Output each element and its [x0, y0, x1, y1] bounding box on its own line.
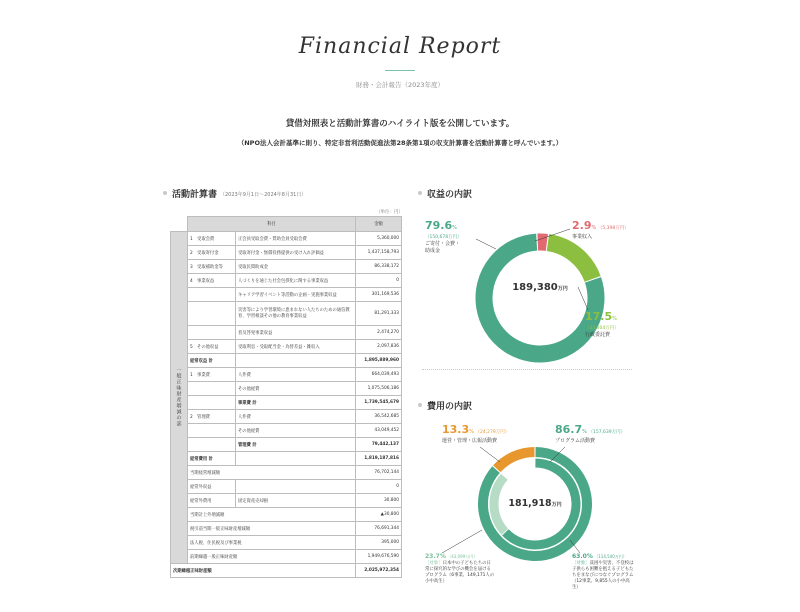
row-category: 経常外収益: [188, 480, 236, 494]
revenue-total-unit: 万円: [557, 286, 568, 292]
expense-sub2-tag: ［対象］: [572, 561, 590, 567]
expense-label-admin: 13.3% （24,279万円） 運営・管理・広報活動費: [442, 423, 510, 444]
row-amount: 664,039,493: [356, 368, 402, 382]
row-amount: 0: [356, 274, 402, 288]
table-row: [171, 232, 402, 246]
revenue-business-pct: 2.9: [572, 219, 592, 232]
expense-sub1-amount: （43,099万円）: [447, 554, 478, 559]
table-row: [171, 246, 402, 260]
revenue-title: 収益の内訳: [427, 190, 473, 200]
statement-period: （2023年9月1日〜2024年8月31日）: [220, 192, 307, 198]
row-amount: 5,360,000: [356, 232, 402, 246]
page-subtitle: 財務・会計報告（2023年度）: [355, 81, 445, 89]
statement-title: 活動計算書: [172, 190, 218, 200]
revenue-total-value: 189,380: [512, 282, 558, 293]
row-amount: 395,000: [356, 536, 402, 550]
row-category: [188, 288, 236, 302]
table-row: [171, 326, 402, 340]
row-amount: 1,949,676,590: [356, 550, 402, 564]
row-category: 前期繰越一般正味財産額: [188, 550, 356, 564]
row-amount: 81,291,333: [356, 302, 402, 326]
table-row: [171, 354, 402, 368]
expense-sub2-amount: （114,540万円）: [594, 554, 627, 559]
row-amount: 76,702,144: [356, 466, 402, 480]
row-amount: 1,819,187,816: [356, 452, 402, 466]
revenue-label-donations: 79.6% （150,678万円） ご寄付・会費・助成金: [425, 219, 462, 254]
row-category: [188, 382, 236, 396]
row-amount: 1,739,545,679: [356, 396, 402, 410]
table-row: [171, 550, 402, 564]
row-item: その他経費: [236, 382, 356, 396]
statement-body: [171, 232, 402, 564]
row-category: [188, 326, 236, 340]
row-item: [236, 480, 356, 494]
table-row: [171, 396, 402, 410]
footer-amount: 2,025,972,354: [356, 564, 402, 578]
expense-admin-label: 運営・管理・広報活動費: [442, 437, 498, 444]
expense-sub1-desc: 日本中の子どもたちの日常に探究的な学びの機会を届けるプログラム（6事業、149,171人の小中高生）: [425, 561, 495, 584]
row-item: 普及啓発事業収益: [236, 326, 356, 340]
table-row: [171, 288, 402, 302]
row-category: 経常外費用: [188, 494, 236, 508]
section-marker-icon: [163, 191, 167, 195]
section-marker-icon: [418, 403, 422, 407]
revenue-donations-label: ご寄付・会費・助成金: [425, 240, 461, 254]
table-row: [171, 260, 402, 274]
expense-total-unit: 万円: [551, 502, 562, 508]
row-category: [188, 424, 236, 438]
revenue-label-business: 2.9% （5,398万円） 事業収入: [572, 219, 629, 240]
page-title: Financial Report: [298, 34, 502, 59]
table-header-row: [171, 217, 402, 232]
table-footer-row: [171, 564, 402, 578]
table-row: [171, 522, 402, 536]
expense-sub2-desc: 貧困や災害、不登校は子供らも困難を抱える子どもたちをまなびにつなぐプログラム（12事業、9,855人の小中高生）: [572, 561, 634, 590]
expense-leader-lines: [420, 420, 640, 570]
expense-sub-support: 63.0% （114,540万円） ［対象］貧困や災害、不登校は子供らも困難を抱える子どもたちをまなびにつなぐプログラム（12事業、9,855人の小中高生）: [572, 553, 634, 590]
statement-unit: （単位：円）: [376, 210, 403, 215]
row-category: 経常費用 計: [188, 452, 236, 466]
table-row: [171, 274, 402, 288]
row-category: 4 事業収益: [188, 274, 236, 288]
row-amount: 79,442,137: [356, 438, 402, 452]
expense-program-label: プログラム活動費: [555, 437, 595, 444]
row-amount: 2,474,270: [356, 326, 402, 340]
activity-statement-table: [170, 216, 402, 578]
revenue-government-amount: （33,304万円）: [585, 325, 619, 331]
revenue-business-label: 事業収入: [572, 233, 593, 240]
row-item: キャリア学習イベント等活動の企画・実施事業収益: [236, 288, 356, 302]
row-item: [236, 354, 356, 368]
row-item: その他経費: [236, 424, 356, 438]
row-category: 当期計上外増減額: [188, 508, 356, 522]
table-row: [171, 452, 402, 466]
row-item: 受取寄付金・無償役務提供の受け入れ評価益: [236, 246, 356, 260]
expense-total-value: 181,918: [508, 498, 552, 509]
row-amount: 76,691,344: [356, 522, 402, 536]
row-category: [188, 438, 236, 452]
expense-label-program: 86.7% （157,639万円） プログラム活動費: [555, 423, 626, 444]
row-amount: 1,437,158,793: [356, 246, 402, 260]
expense-sub1-tag: ［対象］: [425, 561, 443, 567]
expense-sub-exploration: 23.7% （43,099万円） ［対象］日本中の子どもたちの日常に探究的な学びの機会を届けるプログラム（6事業、149,171人の小中高生）: [425, 553, 495, 584]
table-row: [171, 424, 402, 438]
row-category: 1 受取会費: [188, 232, 236, 246]
expense-admin-amount: （24,279万円）: [475, 430, 510, 435]
row-amount: 2,097,836: [356, 340, 402, 354]
footer-label: 次期繰越正味財産額: [171, 564, 356, 578]
side-label-cell: [171, 232, 188, 564]
expense-sub2-pct: 63.0: [572, 553, 587, 560]
row-item: 事業費 計: [236, 396, 356, 410]
row-category: 経常収益 計: [188, 354, 236, 368]
row-category: 5 その他収益: [188, 340, 236, 354]
expense-sub1-pct: 23.7: [425, 553, 440, 560]
row-item: 人づくりを通じた社会包摂化に関する事業収益: [236, 274, 356, 288]
row-category: [188, 302, 236, 326]
table-row: [171, 438, 402, 452]
expense-program-amount: （157,639万円）: [588, 430, 626, 435]
title-divider: [385, 70, 415, 71]
revenue-donations-amount: （150,678万円）: [425, 234, 462, 240]
row-category: 3 受取補助金等: [188, 260, 236, 274]
table-row: [171, 410, 402, 424]
column-header-amount: 金額: [356, 217, 402, 232]
row-item: 人件費: [236, 368, 356, 382]
lead-text: 貸借対照表と活動計算書のハイライト版を公開しています。: [285, 119, 515, 129]
revenue-government-pct: 17.5: [585, 310, 613, 323]
row-amount: 1,895,889,960: [356, 354, 402, 368]
table-row: [171, 536, 402, 550]
section-divider: [422, 369, 632, 370]
row-amount: 36,542,685: [356, 410, 402, 424]
table-row: [171, 302, 402, 326]
row-category: 2 受取寄付金: [188, 246, 236, 260]
revenue-business-amount: （5,398万円）: [597, 226, 629, 231]
row-amount: 43,049,452: [356, 424, 402, 438]
table-row: [171, 382, 402, 396]
side-label: 一般正味財産増減の部: [175, 366, 182, 427]
row-item: 災害等により学習環境に恵まれない人たちのための通信教育、学習相談その他の教育事業収益: [236, 302, 356, 326]
table-row: [171, 368, 402, 382]
revenue-donations-pct: 79.6: [425, 219, 453, 232]
table-row: [171, 480, 402, 494]
row-item: 固定資産売却損: [236, 494, 356, 508]
row-item: 人件費: [236, 410, 356, 424]
row-category: 税引前当期一般正味財産増減額: [188, 522, 356, 536]
expense-title: 費用の内訳: [427, 402, 473, 412]
row-amount: 30,800: [356, 494, 402, 508]
table-row: [171, 340, 402, 354]
revenue-label-government: 17.5% （33,304万円） 行政委託費: [585, 310, 619, 338]
row-category: 1 事業費: [188, 368, 236, 382]
table-row: [171, 494, 402, 508]
column-header-subject: 科目: [188, 217, 356, 232]
table-row: [171, 466, 402, 480]
expense-admin-pct: 13.3: [442, 423, 470, 436]
row-amount: 1,075,506,186: [356, 382, 402, 396]
revenue-government-label: 行政委託費: [585, 331, 611, 338]
row-item: 正会員受取会費・賛助会員受取会費: [236, 232, 356, 246]
table-row: [171, 508, 402, 522]
row-category: 法人税、住民税及び事業税: [188, 536, 356, 550]
row-item: 管理費 計: [236, 438, 356, 452]
row-item: 受取民間助成金: [236, 260, 356, 274]
row-amount: 0: [356, 480, 402, 494]
row-amount: ▲30,800: [356, 508, 402, 522]
row-category: [188, 396, 236, 410]
row-item: [236, 452, 356, 466]
row-amount: 86,338,172: [356, 260, 402, 274]
row-item: 受取利息・受取配当金・為替差益・雑収入: [236, 340, 356, 354]
revenue-leader-lines: [420, 215, 640, 355]
lead-note: （NPO法人会計基準に則り、特定非営利活動促進法第28条第1項の収支計算書を活動計算書と呼んでいます。）: [237, 139, 563, 147]
section-marker-icon: [418, 191, 422, 195]
row-category: 当期経常増減額: [188, 466, 356, 480]
row-category: 2 管理費: [188, 410, 236, 424]
row-amount: 301,169,536: [356, 288, 402, 302]
expense-program-pct: 86.7: [555, 423, 583, 436]
